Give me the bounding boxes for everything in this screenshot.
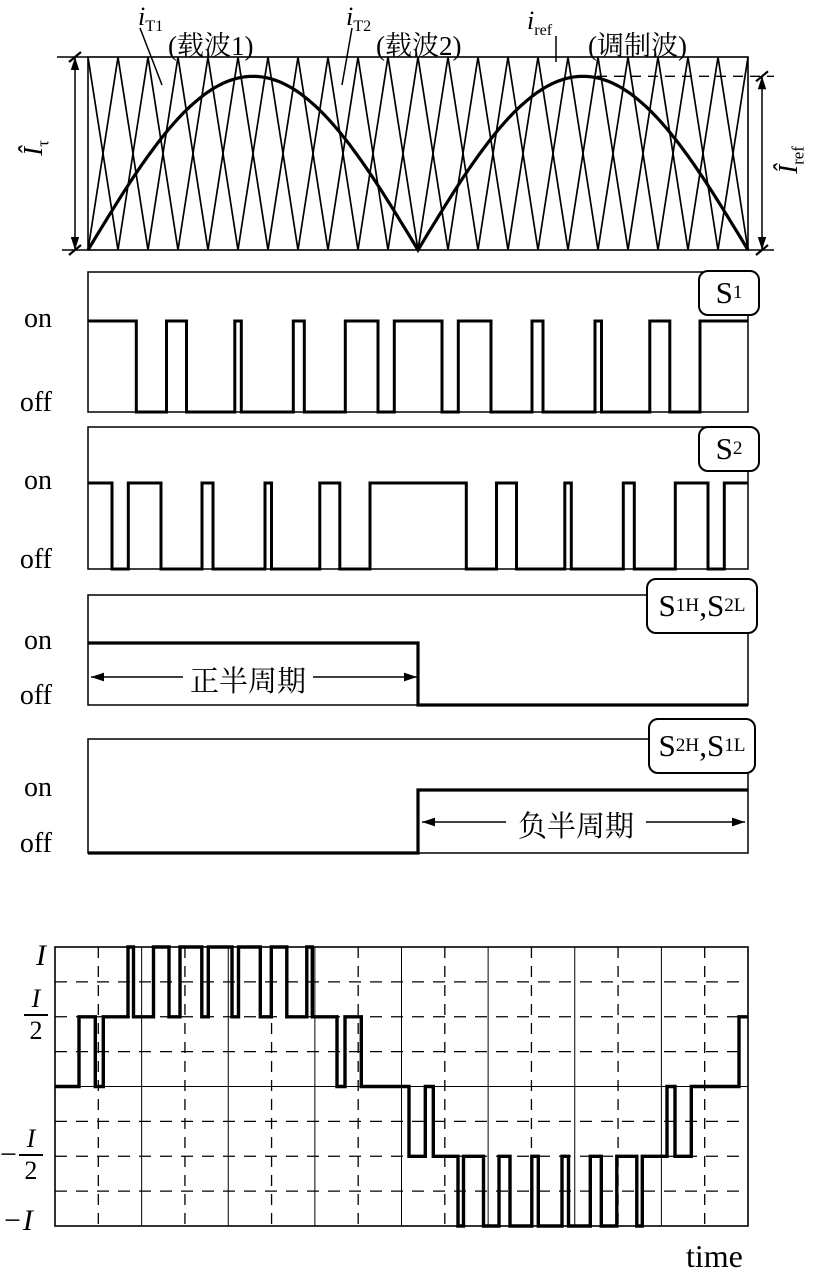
- ytick-I-half: I 2: [24, 986, 48, 1044]
- s2-off-label: off: [19, 544, 52, 575]
- s2h-on-label: on: [24, 772, 52, 803]
- negative-half-cycle-label: 负半周期: [506, 804, 646, 845]
- s1-off-label: off: [19, 387, 52, 418]
- reference-amplitude-label: $Î_{ref}$: [773, 146, 808, 174]
- s1h-off-label: off: [19, 680, 52, 711]
- s2-tag: S 2: [698, 426, 760, 472]
- ytick-I: I: [36, 939, 46, 972]
- carrier2-name: (载波2): [376, 31, 462, 61]
- ytick-minus-I: − I: [4, 1204, 33, 1237]
- reference-symbol: $i_{ref}$: [527, 6, 553, 40]
- time-axis-label: time: [686, 1238, 743, 1274]
- s2h-off-label: off: [19, 828, 52, 859]
- s1-on-label: on: [24, 303, 52, 334]
- s1h-on-label: on: [24, 625, 52, 656]
- carrier2-symbol: $i_{T2}$: [346, 2, 372, 36]
- carrier1-symbol: $i_{T1}$: [138, 2, 164, 36]
- s2h-s1l-tag: S 2H ,S 1L: [648, 718, 756, 774]
- s1h-s2l-tag: S 1H ,S 2L: [646, 578, 758, 634]
- s2-on-label: on: [24, 465, 52, 496]
- carrier1-name: (载波1): [168, 31, 254, 61]
- carrier-amplitude-label: $Î_\tau$: [18, 140, 53, 156]
- ytick-minus-I-half: − $\frac{I}{2}$: [0, 1126, 43, 1184]
- s1-tag: S 1: [698, 270, 760, 316]
- positive-half-cycle-label: 正半周期: [183, 659, 313, 700]
- reference-name: (调制波): [588, 31, 687, 61]
